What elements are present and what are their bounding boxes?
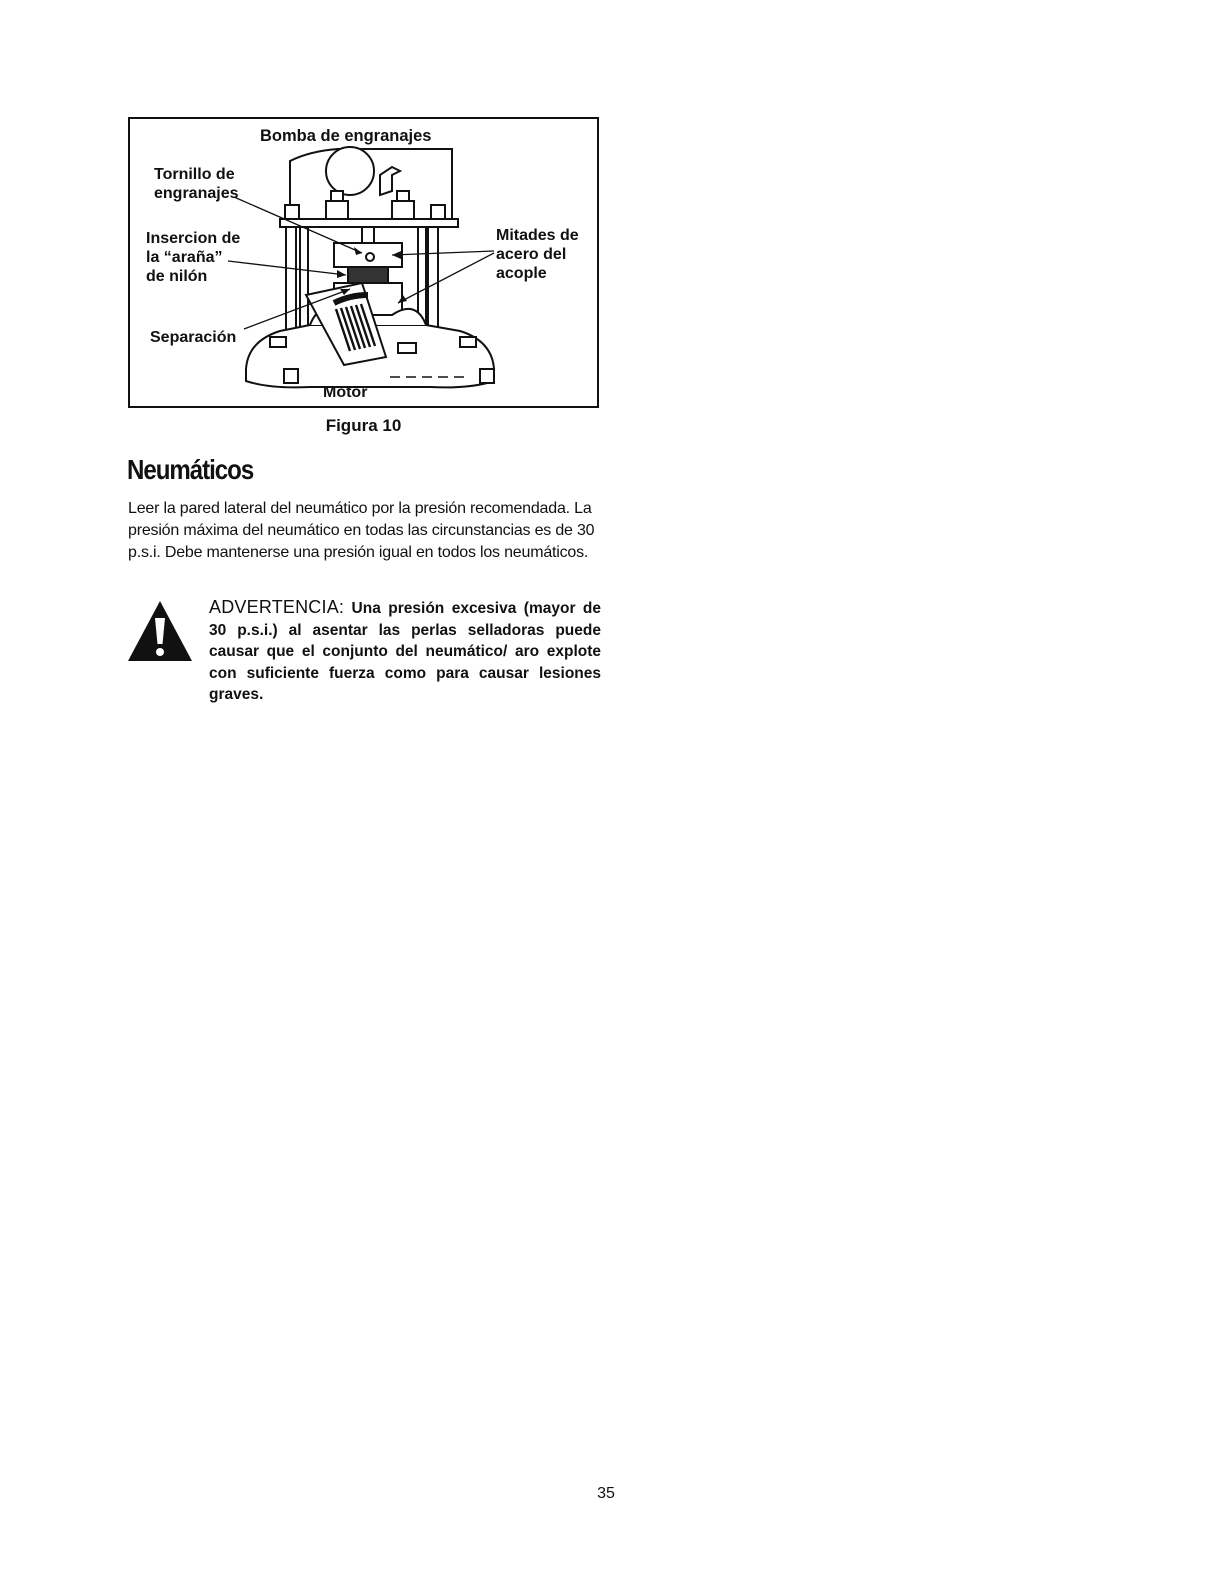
nylon-spider	[348, 267, 388, 283]
warning-label: ADVERTENCIA:	[209, 597, 345, 617]
label-gear-screw: Tornillo de engranajes	[154, 166, 239, 202]
label-gear-pump: Bomba de engranajes	[260, 127, 432, 145]
figure-10-diagram	[128, 117, 599, 408]
label-spider-insert: Insercion de la “araña” de nilón	[146, 230, 241, 285]
figure-caption: Figura 10	[325, 416, 402, 435]
page-number: 35	[597, 1485, 615, 1502]
warning-text	[209, 597, 601, 706]
warning-triangle-icon	[127, 600, 193, 662]
warning-body: Una presión excesiva (mayor de 30 p.s.i.) al asentar las perlas selladoras puede causar que el conjunto del neumático/ aro explote con suficiente fuerza como para causar lesiones graves.	[209, 600, 601, 704]
leader-halves-lower	[398, 253, 494, 303]
label-motor: Motor	[323, 384, 368, 401]
label-gap: Separación	[150, 329, 237, 346]
leader-halves-upper	[392, 251, 494, 255]
label-coupling-halves: Mitades de acero del acople	[496, 227, 579, 282]
pump-port	[326, 147, 374, 195]
section-body: Leer la pared lateral del neumático por la presión recomendada. La presión máxima del neumático en todas las circunstancias es de 30 p.s.i. Debe mantenerse una presión igual en todos los neumáticos.	[128, 500, 595, 561]
section-heading: Neumáticos	[127, 454, 254, 485]
